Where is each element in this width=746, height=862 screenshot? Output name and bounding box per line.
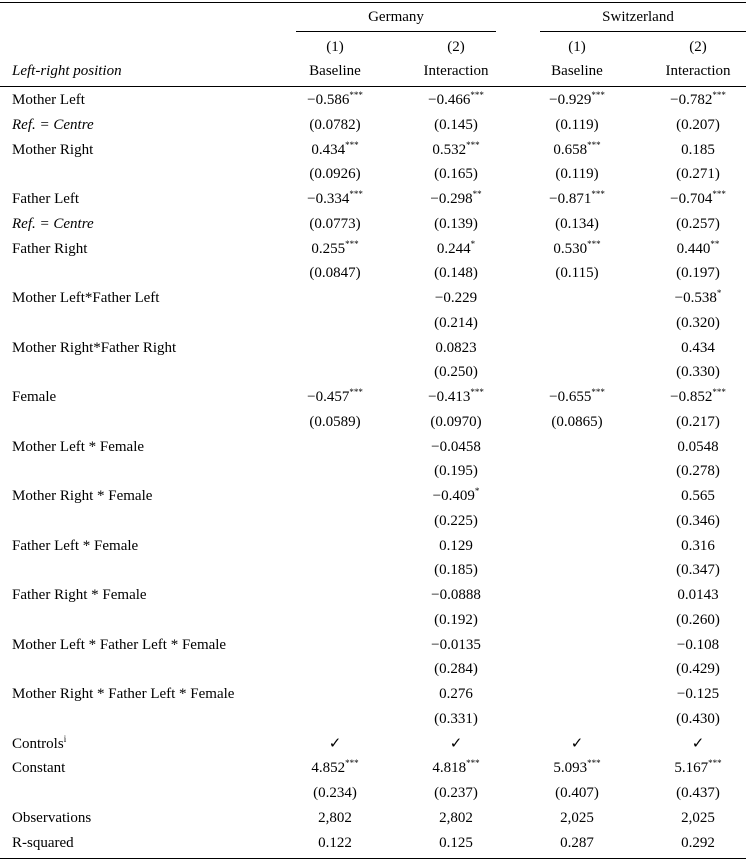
cell-value: 0.255 bbox=[311, 241, 346, 257]
table-cell bbox=[675, 289, 722, 307]
cell-value: −0.929 bbox=[549, 92, 592, 108]
significance-stars: *** bbox=[587, 140, 601, 150]
table-cell bbox=[432, 141, 479, 159]
row-label-text: Mother Right * Female bbox=[12, 488, 153, 504]
table-cell bbox=[430, 190, 481, 208]
table-cell bbox=[434, 116, 478, 134]
cell-value: −0.0135 bbox=[431, 637, 481, 653]
table-cell bbox=[670, 91, 726, 109]
cell-value: 0.316 bbox=[681, 538, 715, 554]
row-label bbox=[12, 289, 159, 307]
row-label bbox=[12, 537, 138, 555]
cell-value: (0.331) bbox=[434, 711, 478, 727]
table-cell bbox=[431, 586, 481, 604]
row-label-text: Father Right * Female bbox=[12, 587, 147, 603]
column-number: (1) bbox=[568, 39, 586, 55]
table-cell bbox=[434, 264, 478, 282]
table-cell bbox=[549, 190, 605, 208]
row-label-text: Female bbox=[12, 389, 57, 405]
cell-value: 0.287 bbox=[560, 835, 594, 851]
significance-stars: *** bbox=[712, 387, 726, 397]
row-label-text: Ref. = Centre bbox=[12, 216, 94, 232]
significance-stars: ** bbox=[710, 239, 720, 249]
table-cell bbox=[309, 165, 360, 183]
table-cell bbox=[555, 215, 599, 233]
cell-value: (0.257) bbox=[676, 216, 720, 232]
cell-value: (0.0589) bbox=[309, 414, 361, 430]
cell-value: (0.148) bbox=[434, 265, 478, 281]
table-cell bbox=[549, 388, 605, 406]
cell-value: 0.276 bbox=[439, 686, 473, 702]
table-cell bbox=[434, 314, 478, 332]
table-cell bbox=[428, 388, 484, 406]
table-cell bbox=[432, 759, 479, 777]
table-cell bbox=[329, 735, 342, 753]
column-label: Interaction bbox=[665, 63, 731, 79]
cell-value: (0.0865) bbox=[551, 414, 603, 430]
cell-value: 0.0143 bbox=[677, 587, 719, 603]
row-label-text: Mother Right bbox=[12, 142, 94, 158]
table-cell bbox=[435, 289, 477, 307]
cell-value: (0.165) bbox=[434, 166, 478, 182]
cell-value: 0.532 bbox=[432, 142, 467, 158]
cell-value: (0.278) bbox=[676, 463, 720, 479]
table-cell bbox=[676, 314, 720, 332]
row-label-text: Father Right bbox=[12, 241, 88, 257]
table-cell bbox=[677, 438, 718, 456]
cell-value: (0.197) bbox=[676, 265, 720, 281]
top-rule bbox=[0, 2, 746, 3]
cell-value: (0.119) bbox=[555, 166, 599, 182]
table-cell bbox=[309, 264, 360, 282]
table-cell bbox=[434, 710, 478, 728]
row-label bbox=[12, 636, 226, 654]
cell-value: ✓ bbox=[691, 736, 705, 752]
table-cell bbox=[560, 834, 594, 852]
cell-value: (0.271) bbox=[676, 166, 720, 182]
table-cell bbox=[681, 339, 715, 357]
significance-stars: *** bbox=[591, 387, 605, 397]
table-cell bbox=[553, 240, 600, 258]
significance-stars: *** bbox=[345, 140, 359, 150]
bottom-rule bbox=[0, 858, 746, 859]
significance-stars: *** bbox=[345, 758, 359, 768]
row-label-text: Mother Left bbox=[12, 92, 85, 108]
cell-value: (0.284) bbox=[434, 661, 478, 677]
cell-value: −0.229 bbox=[434, 290, 478, 306]
cell-value: 0.0548 bbox=[677, 439, 719, 455]
cell-value: 4.852 bbox=[311, 760, 346, 776]
table-cell bbox=[670, 388, 726, 406]
table-cell bbox=[307, 388, 363, 406]
cell-value: 5.167 bbox=[674, 760, 709, 776]
group-header-germany: Germany bbox=[368, 9, 424, 25]
significance-stars: *** bbox=[349, 189, 363, 199]
cell-value: 2,802 bbox=[318, 810, 352, 826]
table-cell bbox=[555, 165, 598, 183]
cell-value: (0.430) bbox=[676, 711, 720, 727]
table-cell bbox=[676, 215, 720, 233]
cell-value: ✓ bbox=[449, 736, 463, 752]
cell-value: 2,025 bbox=[681, 810, 715, 826]
table-cell bbox=[676, 116, 720, 134]
row-label bbox=[12, 141, 93, 159]
table-cell bbox=[681, 487, 715, 505]
row-label bbox=[12, 834, 74, 852]
cell-value: (0.407) bbox=[555, 785, 599, 801]
row-label bbox=[12, 438, 144, 456]
cell-value: −0.466 bbox=[428, 92, 471, 108]
cell-value: (0.139) bbox=[434, 216, 478, 232]
cell-value: (0.214) bbox=[434, 315, 478, 331]
row-label-text: Controls bbox=[12, 736, 64, 752]
table-cell bbox=[439, 834, 473, 852]
cell-value: (0.320) bbox=[676, 315, 720, 331]
cell-value: −0.655 bbox=[549, 389, 592, 405]
row-label-text: Mother Left * Female bbox=[12, 439, 145, 455]
table-cell bbox=[309, 413, 360, 431]
table-cell bbox=[676, 611, 720, 629]
significance-stars: *** bbox=[712, 189, 726, 199]
table-cell bbox=[676, 165, 720, 183]
cell-value: 4.818 bbox=[432, 760, 467, 776]
column-number: (2) bbox=[447, 39, 465, 55]
significance-stars: *** bbox=[466, 140, 480, 150]
significance-stars: * bbox=[470, 239, 476, 249]
table-cell bbox=[674, 759, 721, 777]
row-label bbox=[12, 116, 94, 134]
cell-value: 0.565 bbox=[681, 488, 715, 504]
row-label bbox=[12, 339, 176, 357]
cell-value: −0.704 bbox=[670, 191, 713, 207]
table-cell bbox=[681, 141, 715, 159]
row-label-superscript: i bbox=[63, 734, 67, 744]
column-label: Interaction bbox=[423, 63, 489, 79]
significance-stars: *** bbox=[345, 239, 359, 249]
column-label: Baseline bbox=[309, 63, 361, 79]
cell-value: 2,802 bbox=[439, 810, 473, 826]
table-cell bbox=[434, 784, 478, 802]
row-label-text: Mother Left*Father Left bbox=[12, 290, 160, 306]
significance-stars: *** bbox=[466, 758, 480, 768]
table-cell bbox=[434, 660, 478, 678]
cell-value: −0.125 bbox=[676, 686, 720, 702]
cell-value: (0.346) bbox=[676, 513, 720, 529]
table-cell bbox=[677, 636, 719, 654]
cell-value: (0.185) bbox=[434, 562, 478, 578]
row-label bbox=[12, 190, 79, 208]
header-rule bbox=[0, 86, 746, 87]
table-cell bbox=[555, 784, 599, 802]
significance-stars: * bbox=[716, 288, 722, 298]
table-cell bbox=[318, 809, 352, 827]
group-header-switzerland: Switzerland bbox=[602, 9, 674, 25]
table-cell bbox=[431, 438, 481, 456]
row-label bbox=[12, 586, 147, 604]
cell-value: 0.434 bbox=[681, 340, 715, 356]
cell-value: −0.413 bbox=[428, 389, 471, 405]
table-cell bbox=[450, 735, 463, 753]
germany-cmidrule bbox=[296, 31, 496, 32]
table-cell bbox=[677, 685, 719, 703]
cell-value: (0.0970) bbox=[430, 414, 482, 430]
table-cell bbox=[676, 784, 720, 802]
row-label-text: Father Left * Female bbox=[12, 538, 139, 554]
table-cell bbox=[434, 363, 478, 381]
column-label: Baseline bbox=[551, 63, 603, 79]
cell-value: 0.292 bbox=[681, 835, 715, 851]
cell-value: 0.434 bbox=[311, 142, 346, 158]
cell-value: 2,025 bbox=[560, 810, 594, 826]
cell-value: ✓ bbox=[570, 736, 584, 752]
cell-value: −0.457 bbox=[307, 389, 350, 405]
significance-stars: *** bbox=[708, 758, 722, 768]
table-cell bbox=[434, 512, 478, 530]
table-cell bbox=[551, 413, 602, 431]
stub-header: Left-right position bbox=[12, 63, 122, 79]
row-label-text: Ref. = Centre bbox=[12, 117, 94, 133]
table-cell bbox=[677, 586, 718, 604]
significance-stars: *** bbox=[591, 90, 605, 100]
column-number: (1) bbox=[326, 39, 344, 55]
row-label-text: R-squared bbox=[12, 835, 74, 851]
row-label-text: Mother Right*Father Right bbox=[12, 340, 177, 356]
table-cell bbox=[434, 215, 478, 233]
row-label-text: Mother Left * Father Left * Female bbox=[12, 637, 227, 653]
cell-value: (0.207) bbox=[676, 117, 720, 133]
row-label bbox=[12, 809, 91, 827]
significance-stars: *** bbox=[349, 90, 363, 100]
row-label bbox=[12, 240, 87, 258]
cell-value: −0.334 bbox=[307, 191, 350, 207]
significance-stars: *** bbox=[591, 189, 605, 199]
row-label-text: Constant bbox=[12, 760, 66, 776]
cell-value: −0.782 bbox=[670, 92, 713, 108]
cell-value: (0.260) bbox=[676, 612, 720, 628]
table-cell bbox=[439, 537, 473, 555]
row-label bbox=[12, 91, 85, 109]
cell-value: 0.129 bbox=[439, 538, 473, 554]
table-cell bbox=[676, 660, 720, 678]
table-cell bbox=[430, 413, 481, 431]
significance-stars: *** bbox=[587, 758, 601, 768]
table-cell bbox=[309, 215, 360, 233]
table-cell bbox=[560, 809, 594, 827]
cell-value: (0.192) bbox=[434, 612, 478, 628]
table-cell bbox=[428, 91, 484, 109]
row-label bbox=[12, 735, 66, 753]
table-cell bbox=[681, 537, 715, 555]
table-cell bbox=[318, 834, 352, 852]
switzerland-cmidrule bbox=[540, 31, 746, 32]
cell-value: 0.440 bbox=[676, 241, 711, 257]
table-cell bbox=[553, 141, 600, 159]
cell-value: (0.225) bbox=[434, 513, 478, 529]
table-cell bbox=[571, 735, 584, 753]
cell-value: (0.195) bbox=[434, 463, 478, 479]
cell-value: (0.0782) bbox=[309, 117, 361, 133]
table-cell bbox=[692, 735, 705, 753]
cell-value: (0.429) bbox=[676, 661, 720, 677]
significance-stars: *** bbox=[349, 387, 363, 397]
table-cell bbox=[553, 759, 600, 777]
row-label bbox=[12, 388, 56, 406]
row-label-text: Observations bbox=[12, 810, 92, 826]
row-label bbox=[12, 759, 65, 777]
table-cell bbox=[434, 165, 478, 183]
table-cell bbox=[431, 636, 481, 654]
row-label-text: Mother Right * Father Left * Female bbox=[12, 686, 235, 702]
table-cell bbox=[307, 190, 363, 208]
table-cell bbox=[311, 759, 358, 777]
cell-value: (0.115) bbox=[555, 265, 599, 281]
significance-stars: * bbox=[474, 486, 480, 496]
cell-value: −0.871 bbox=[549, 191, 592, 207]
cell-value: 0.185 bbox=[681, 142, 715, 158]
cell-value: −0.298 bbox=[430, 191, 473, 207]
table-cell bbox=[681, 834, 715, 852]
row-label bbox=[12, 487, 152, 505]
cell-value: (0.330) bbox=[676, 364, 720, 380]
cell-value: (0.0926) bbox=[309, 166, 361, 182]
table-cell bbox=[435, 339, 476, 357]
cell-value: −0.852 bbox=[670, 389, 713, 405]
table-cell bbox=[439, 809, 473, 827]
column-number: (2) bbox=[689, 39, 707, 55]
table-cell bbox=[434, 462, 478, 480]
row-label bbox=[12, 685, 234, 703]
cell-value: (0.347) bbox=[676, 562, 720, 578]
table-cell bbox=[311, 141, 358, 159]
table-cell bbox=[549, 91, 605, 109]
cell-value: −0.409 bbox=[432, 488, 475, 504]
cell-value: (0.0847) bbox=[309, 265, 361, 281]
cell-value: −0.538 bbox=[674, 290, 717, 306]
cell-value: 0.658 bbox=[553, 142, 588, 158]
table-cell bbox=[555, 116, 598, 134]
table-cell bbox=[311, 240, 358, 258]
cell-value: (0.134) bbox=[555, 216, 599, 232]
table-cell bbox=[676, 462, 720, 480]
cell-value: 0.244 bbox=[436, 241, 471, 257]
significance-stars: *** bbox=[470, 387, 484, 397]
cell-value: −0.0458 bbox=[431, 439, 481, 455]
table-cell bbox=[555, 264, 598, 282]
cell-value: 5.093 bbox=[553, 760, 588, 776]
cell-value: 0.125 bbox=[439, 835, 473, 851]
table-cell bbox=[676, 561, 720, 579]
table-cell bbox=[434, 611, 478, 629]
cell-value: (0.217) bbox=[676, 414, 720, 430]
cell-value: (0.119) bbox=[555, 117, 599, 133]
cell-value: 0.0823 bbox=[435, 340, 477, 356]
table-cell bbox=[676, 710, 720, 728]
table-cell bbox=[676, 264, 720, 282]
table-cell bbox=[676, 363, 720, 381]
significance-stars: *** bbox=[712, 90, 726, 100]
table-cell bbox=[676, 512, 720, 530]
table-cell bbox=[313, 784, 357, 802]
row-label-text: Father Left bbox=[12, 191, 80, 207]
table-cell bbox=[670, 190, 726, 208]
cell-value: (0.145) bbox=[434, 117, 478, 133]
table-cell bbox=[434, 561, 478, 579]
cell-value: 0.122 bbox=[318, 835, 352, 851]
table-cell bbox=[439, 685, 473, 703]
table-cell bbox=[437, 240, 475, 258]
cell-value: 0.530 bbox=[553, 241, 588, 257]
table-cell bbox=[309, 116, 360, 134]
row-label bbox=[12, 215, 94, 233]
table-cell bbox=[681, 809, 715, 827]
significance-stars: ** bbox=[472, 189, 482, 199]
significance-stars: *** bbox=[587, 239, 601, 249]
cell-value: ✓ bbox=[328, 736, 342, 752]
table-cell bbox=[677, 240, 720, 258]
cell-value: (0.250) bbox=[434, 364, 478, 380]
cell-value: −0.0888 bbox=[431, 587, 481, 603]
table-cell bbox=[433, 487, 480, 505]
table-cell bbox=[307, 91, 363, 109]
cell-value: (0.0773) bbox=[309, 216, 361, 232]
cell-value: (0.237) bbox=[434, 785, 478, 801]
cell-value: −0.108 bbox=[676, 637, 720, 653]
cell-value: (0.437) bbox=[676, 785, 720, 801]
table-cell bbox=[676, 413, 720, 431]
cell-value: (0.234) bbox=[313, 785, 357, 801]
significance-stars: *** bbox=[470, 90, 484, 100]
cell-value: −0.586 bbox=[307, 92, 350, 108]
